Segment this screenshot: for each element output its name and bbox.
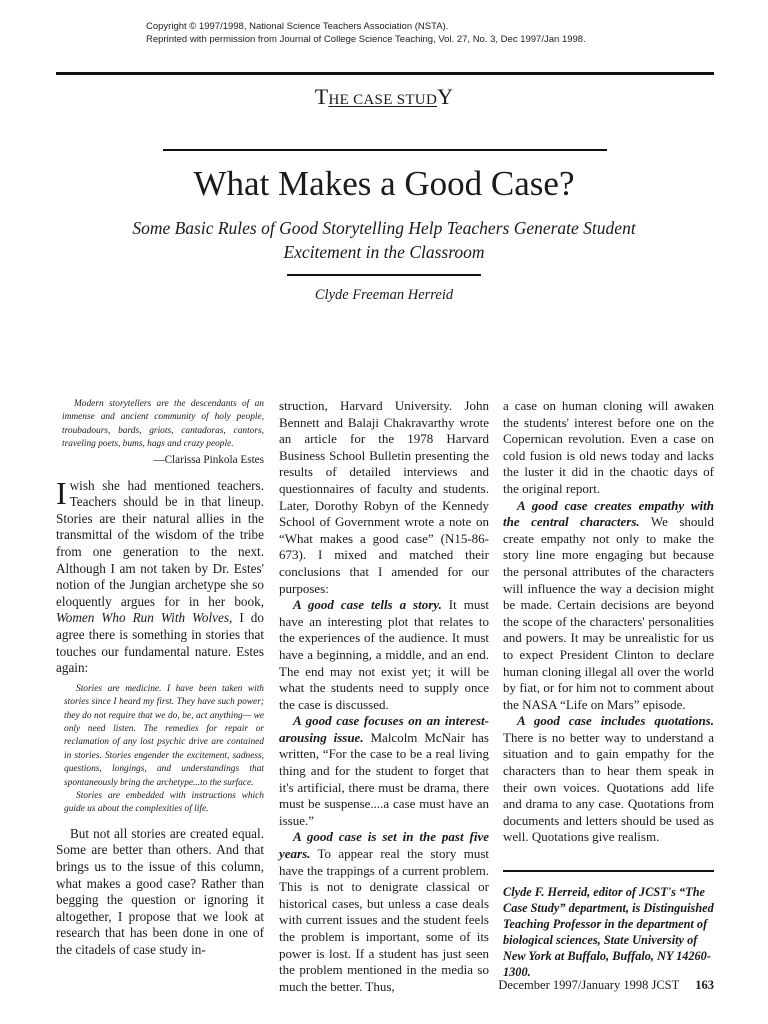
paragraph: But not all stories are created equal. Some are better than others. And that brings us to the issue of this column, what makes a good case? Rather than begging the question or ignoring it altogether, I propose that we look at research that has been done in one of the citadels of case study in- [56,825,264,957]
quote-paragraph: Stories are embedded with instructions which guide us about the complexities of life. [64,791,264,815]
drop-cap: I [56,474,67,511]
bio-rule [503,870,714,872]
title-rule [163,149,607,151]
page-footer [498,978,714,993]
rule-paragraph: A good case includes quotations. There is no better way to understand a situation and to gain empathy for the characters than to hear them speak in their own voices. Quotations add life and drama to any case. Quotations from documents and letters should be used as well. Quotations give realism. [503,713,714,845]
copyright-line-1: Copyright © 1997/1998, National Science Teachers Association (NSTA). [146,21,449,32]
page-number: 163 [695,978,714,992]
rule-heading: A good case is set in the past five years. [279,829,489,862]
paragraph: a case on human cloning will awaken the students' interest before one on the Copernican revolution. Even a case on cold fusion is old news today and lacks the luster it did in the chaotic days of the original report. [503,398,714,496]
article-subtitle: Some Basic Rules of Good Storytelling Help Teachers Generate Student Excitement in the Classroom [132,218,636,262]
quote-paragraph: Stories are medicine. I have been taken with stories since I heard my first. They have such power; they do not require that we do, be, act anything— we only need listen. The remedies for repair or reclamation of any lost psychic drive are contained in stories. Stories engender the excitement, sadness, questions, longings, and understandings that spontaneously bring the archetype...to the surface. [64,683,264,788]
column-3 [503,398,714,980]
copyright-line-2: Reprinted with permission from Journal of College Science Teaching, Vol. 27, No. 3, Dec 1997/Jan 1998. [146,34,586,45]
author-bio: Clyde F. Herreid, editor of JCST's “The Case Study” department, is Distinguished Teaching Professor in the department of biological sciences, State University of New York at Buffalo, Buffalo, NY 14260-1300. [503,885,714,980]
section-heading-last-letter: Y [437,84,454,109]
epigraph: Modern storytellers are the descendants of an immense and ancient community of holy people, troubadours, bards, griots, cantadoras, cantors, traveling poets, bums, hags and crazy people. [62,399,264,450]
paragraph: struction, Harvard University. John Bennett and Balaji Chakravarthy wrote an article for the 1978 Harvard Business School Bulletin presenting the results of detailed interviews and questionnaires of faculty and students. Later, Dorothy Robyn of the Kennedy School of Government wrote a note on “What makes a good case” (N15-86-673). I mixed and matched their conclusions that I amended for our purposes: [279,398,489,596]
rule-heading: A good case tells a story. [293,597,442,613]
section-heading-middle: HE CASE STUD [328,92,438,108]
section-heading [0,84,768,110]
rule-heading: A good case creates empathy with the central characters. [503,497,714,530]
issue-info: December 1997/January 1998 JCST [498,978,680,992]
epigraph-attribution: —Clarissa Pinkola Estes [153,453,264,466]
paragraph: I wish she had mentioned teachers. Teachers should be in that lineup. Stories are their natural allies in the transmittal of the wisdom of the tribe from one generation to the next. Although I am not taken by Dr. Estes' notion of the Jungian archetype she so eloquently argues for in her book, Women Who Run With Wolves, I do agree there is something in stories that touches our fundamental nature. Estes again: [56,474,264,676]
rule-paragraph: A good case creates empathy with the central characters. We should create empathy not only to make the story line more engaging but because the personal attributes of the characters will influence the way a decision might be made. Certain decisions are beyond the scope of the characters' personalities and powers. It may be unrealistic for us to expect President Clinton to declare human cloning illegal all over the world by fiat, or for him not to comment about the NASA “Life on Mars” episode. [503,497,714,712]
subtitle-rule [287,274,481,276]
rule-heading: A good case focuses on an interest-arousing issue. [279,713,489,745]
rule-paragraph: A good case tells a story. It must have an interesting plot that relates to the experiences of the audience. It must have a beginning, a middle, and an end. The end may not exist yet; it will be what the students need to supply once the case is discussed. [279,597,489,712]
article-author: Clyde Freeman Herreid [314,287,454,303]
book-title: Women Who Run With Wolves [56,610,229,626]
copyright-notice [146,20,586,46]
block-quote [64,683,264,817]
column-2 [279,398,489,995]
rule-heading: A good case includes quotations. [517,713,714,729]
rule-paragraph: A good case focuses on an interest-arousing issue. Malcolm McNair has written, “For the case to be a real living thing and for the student to forget that it's artificial, there must be drama, there must be suspense....a case must have an issue.” [279,713,489,828]
section-heading-first-letter: T [314,84,329,109]
article-title: What Makes a Good Case? [193,164,575,203]
header-rule [56,72,714,75]
column-1 [56,398,264,959]
rule-paragraph: A good case is set in the past five years. To appear real the story must have the trappings of a current problem. This is not to denigrate classical or historical cases, but unless a case deals with current issues and the student feels the problem is important, some of its power is lost. If a student has just seen the problem mentioned in the media so much the better. Thus, [279,829,489,994]
